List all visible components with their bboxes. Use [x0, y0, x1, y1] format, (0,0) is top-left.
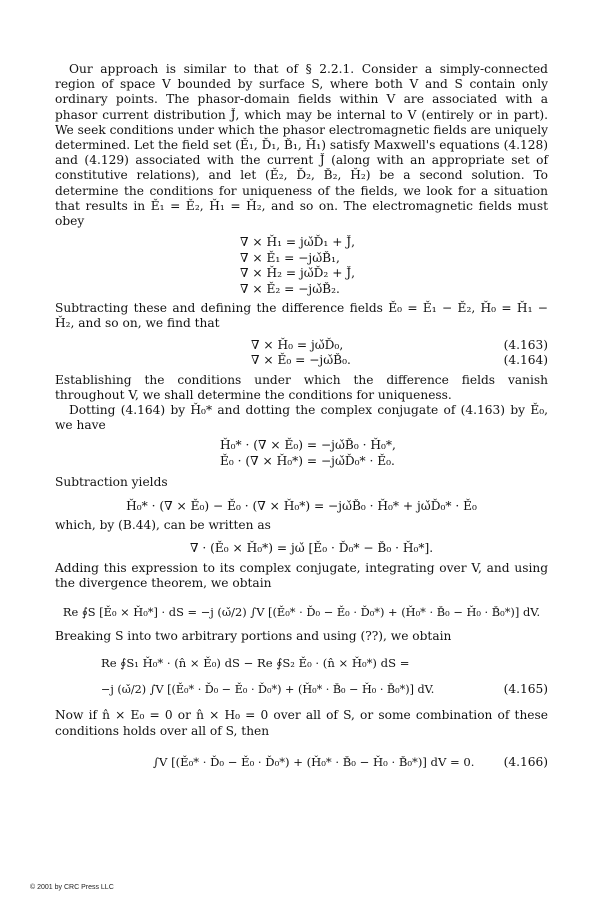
equation-re-integral: Re ∮S [Ě₀ × Ȟ₀*] · dS = −j (ω̌/2) ∫V [(Ě₀* · Ď₀ − Ě₀ · Ď₀*) + (Ȟ₀* · B̌₀ − Ȟ₀ · B̌₀*)] dV. [62, 605, 541, 620]
paragraph-intro: Our approach is similar to that of § 2.2.1. Consider a simply-connected region of space V bounded by surface S, where both V and S contain only ordinary points. The phasor-domain fields within V are associated with a phasor current distribution J̌, which may be internal to V (entirely or in part). We seek conditions under which the phasor electromagnetic fields are uniquely determined. Let the field set (Ě₁, Ď₁, B̌₁, Ȟ₁) satisfy Maxwell's equations (4.128) and (4.129) associated with the current J̌ (along with an appropriate set of constitutive relations), and let (Ě₂, Ď₂, B̌₂, Ȟ₂) be a second solution. To determine the conditions for uniqueness of the fields, we look for a situation that results in Ě₁ = Ě₂, Ȟ₁ = Ȟ₂, and so on. The electromagnetic fields must obey [55, 62, 548, 229]
paragraph-now-if: Now if n̂ × E₀ = 0 or n̂ × H₀ = 0 over all of S, or some combination of these conditions holds over all of S, then [55, 708, 548, 738]
equation-text: −j (ω̌/2) ∫V [(Ě₀* · Ď₀ − Ě₀ · Ď₀*) + (Ȟ₀* · B̌₀ − Ȟ₀ · B̌₀*)] dV. [101, 683, 435, 697]
equation-4-165-line2 [55, 676, 548, 702]
equation-4-165-block [55, 650, 548, 702]
equation-number: (4.164) [503, 353, 548, 368]
equation-number: (4.166) [503, 754, 548, 769]
equation-line: ∇ × Ě₂ = −jω̌B̌₂. [240, 281, 340, 296]
equation-subtraction: Ȟ₀* · (∇ × Ě₀) − Ě₀ · (∇ × Ȟ₀*) = −jω̌B̌₀ · Ȟ₀* + jω̌Ď₀* · Ě₀ [126, 498, 477, 513]
paragraph-breaking: Breaking S into two arbitrary portions and using (??), we obtain [55, 629, 452, 644]
divergence-equation-block [55, 541, 548, 557]
equation-line: ∇ × Ȟ₂ = jω̌Ď₂ + J̌, [240, 266, 356, 281]
paragraph-establishing: Establishing the conditions under which the difference fields vanish throughout V, we shall determine the conditions for uniqueness. [55, 372, 548, 402]
equation-divergence: ∇ · (Ě₀ × Ȟ₀*) = jω̌ [Ě₀ · Ď₀* − B̌₀ · Ȟ₀*]. [190, 541, 434, 556]
page-body [55, 62, 548, 779]
equation-line: ∇ × Ě₁ = −jω̌B̌₁, [240, 250, 340, 265]
equation-line: Ȟ₀* · (∇ × Ě₀) = −jω̌B̌₀ · Ȟ₀*, [220, 438, 396, 453]
copyright-footer: © 2001 by CRC Press LLC [30, 884, 114, 891]
equation-4-166-block [55, 749, 548, 775]
equation-4-165-line1: Re ∮S₁ Ȟ₀* · (n̂ × Ě₀) dS − Re ∮S₂ Ě₀ · (n̂ × Ȟ₀*) dS = [101, 656, 410, 671]
paragraph-dotting: Dotting (4.164) by Ȟ₀* and dotting the complex conjugate of (4.163) by Ě₀, we have [55, 403, 548, 433]
equation-text: ∇ × Ě₀ = −jω̌B̌₀. [251, 353, 351, 368]
equation-text: ∇ × Ȟ₀ = jω̌Ď₀, [251, 337, 344, 352]
maxwell-equations-block [240, 235, 548, 297]
equation-4-163 [55, 338, 548, 354]
equation-number: (4.165) [503, 682, 548, 697]
paragraph-adding: Adding this expression to its complex conjugate, integrating over V, and using the divergence theorem, we obtain [55, 560, 548, 591]
paragraph-which: which, by (B.44), can be written as [55, 518, 271, 533]
dotted-equations-block [220, 438, 548, 469]
equation-4-166 [55, 749, 548, 775]
paragraph-subtracting: Subtracting these and defining the difference fields Ě₀ = Ě₁ − Ě₂, Ȟ₀ = Ȟ₁ − Ȟ₂, and so on, we find that [55, 301, 548, 331]
equation-4-164 [55, 353, 548, 369]
difference-equations-block [55, 338, 548, 369]
equation-number: (4.163) [503, 337, 548, 352]
subtraction-equation-block [55, 499, 548, 515]
paragraph-subtraction: Subtraction yields [55, 475, 168, 490]
equation-line: ∇ × Ȟ₁ = jω̌Ď₁ + J̌, [240, 235, 356, 250]
equation-text: ∫V [(Ě₀* · Ď₀ − Ě₀ · Ď₀*) + (Ȟ₀* · B̌₀ − Ȟ₀ · B̌₀*)] dV = 0. [153, 754, 475, 769]
re-equation-block [55, 599, 548, 625]
equation-line: Ě₀ · (∇ × Ȟ₀*) = −jω̌Ď₀* · Ě₀. [220, 453, 395, 468]
